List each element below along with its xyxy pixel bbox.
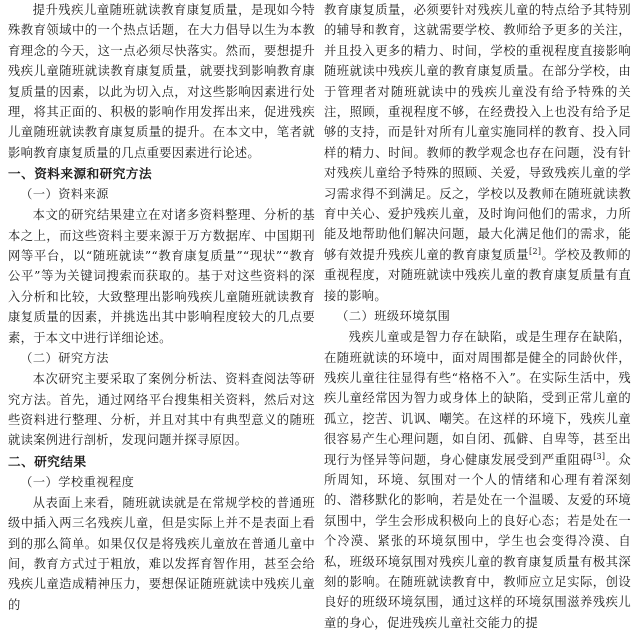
paragraph-data-sources: 本文的研究结果建立在对诸多资料整理、分析的基本之上，而这些资料主要来源于万方数据库、中国期刊网等平台，以“随班就读”“教育康复质量”“现状”“教育公平”等为关键词搜索而获取的。基于对这些资料的深入分析和比较，大致整理出影响残疾儿童随班就读教育康复质量的因素，并挑选出其中影响程度较大的几点要素，于本文中进行详细论述。 [8,208,315,345]
section-heading-results: 二、研究结果 [8,453,87,469]
paragraph-research-methods: 本次研究主要采取了案例分析法、资料查阅法等研究方法。首先，通过网络平台搜集相关资料，然后对这些资料进行整理、分析，并且对其中有典型意义的随班就读案例进行剖析，发现问题并探寻原因。 [8,372,315,448]
left-column [8,0,315,612]
class-environment-text-a: 残疾儿童或是智力存在缺陷，或是生理存在缺陷，在随班就读的环境中，面对周围都是健全的同龄伙伴，残疾儿童往往显得有些“格格不入”。在实际生活中，残疾儿童经常因为智力或身体上的缺陷，受到正常儿童的孤立，挖苦、讥讽、嘲笑。在这样的环境下，残疾儿童很容易产生心理问题，如自闭、孤僻、自卑等，甚至出现行为怪异等问题，身心健康发展受到严重阻碍 [324,330,631,467]
class-environment-text-b: 。众所周知，环境、氛围对一个人的情绪和心理有着深刻的、潜移默化的影响，若是处在一个温暖、友爱的环境氛围中，学生会形成积极向上的良好心态；若是处在一个冷漠、紧张的环境氛围中，学生也会变得冷漠、自私，班级环境氛围对残疾儿童的教育康复质量有极其深刻的影响。在随班就读教育中，教师应立足实际，创设良好的班级环境氛围，通过这样的环境氛围滋养残疾儿童的身心，促进残疾儿童社交能力的提 [324,452,631,630]
subheading-data-sources: （一）资料来源 [20,187,109,202]
right-column [324,0,631,630]
paragraph-class-environment [324,327,631,633]
continued-text: 教育康复质量，必须要针对残疾儿童的特点给予其特别的辅导和教育，这就需要学校、教师给予更多的关注，并且投入更多的精力、时间，学校的重视程度直接影响随班就读中残疾儿童的教育康复质量。在部分学校，由于管理者对随班就读中的残疾儿童没有给予特殊的关注，照顾，重视程度不够，在经费投入上也没有给予足够的支持，而是针对所有儿童实施同样的教育、投入同样的精力、时间。教师的教学观念也存在问题，没有针对残疾儿童给予特殊的照顾、关爱，导致残疾儿童的学习需求得不到满足。反之，学校以及教师在随班就读教育中关心、爱护残疾儿童，及时询问他们的需求，力所能及地帮助他们解决问题，最大化满足他们的需求，能够有效提升残疾儿童的教育康复质量 [324,3,631,262]
subheading-class-environment: （二）班级环境氛围 [336,309,451,324]
subheading-research-methods: （二）研究方法 [20,351,109,366]
section-heading-sources-methods: 一、资料来源和研究方法 [8,166,153,182]
paragraph-school-attention-continued [324,0,631,306]
citation-2: [2] [529,246,542,256]
intro-paragraph: 提升残疾儿童随班就读教育康复质量，是现如今特殊教育领域中的一个热点话题，在大力倡导以生为本教育理念的今天，这一点必须尽快落实。然而，要想提升残疾儿童随班就读教育康复质量，就要找到影响教育康复质量的因素，以此为切入点，对这些影响因素进行处理，将其正面的、积极的影响作用发挥出来，促进残疾儿童随班就读教育康复质量的提升。在本文中，笔者就影响教育康复质量的几点重要因素进行论述。 [8,3,315,160]
subheading-school-attention: （一）学校重视程度 [20,474,135,489]
continued-text-end: 。学校及教师的重视程度，对随班就读中残疾儿童的教育康复质量有直接的影响。 [324,247,631,303]
citation-3: [3] [593,451,606,461]
paragraph-school-attention: 从表面上来看，随班就读就是在常规学校的普通班级中插入两三名残疾儿童，但是实际上并不是表面上看到的那么简单。如果仅仅是将残疾儿童放在普通儿童中间，教育方式过于粗放，难以发挥育智作用，甚至会给残疾儿童造成精神压力，要想保证随班就读中残疾儿童的 [8,495,315,612]
